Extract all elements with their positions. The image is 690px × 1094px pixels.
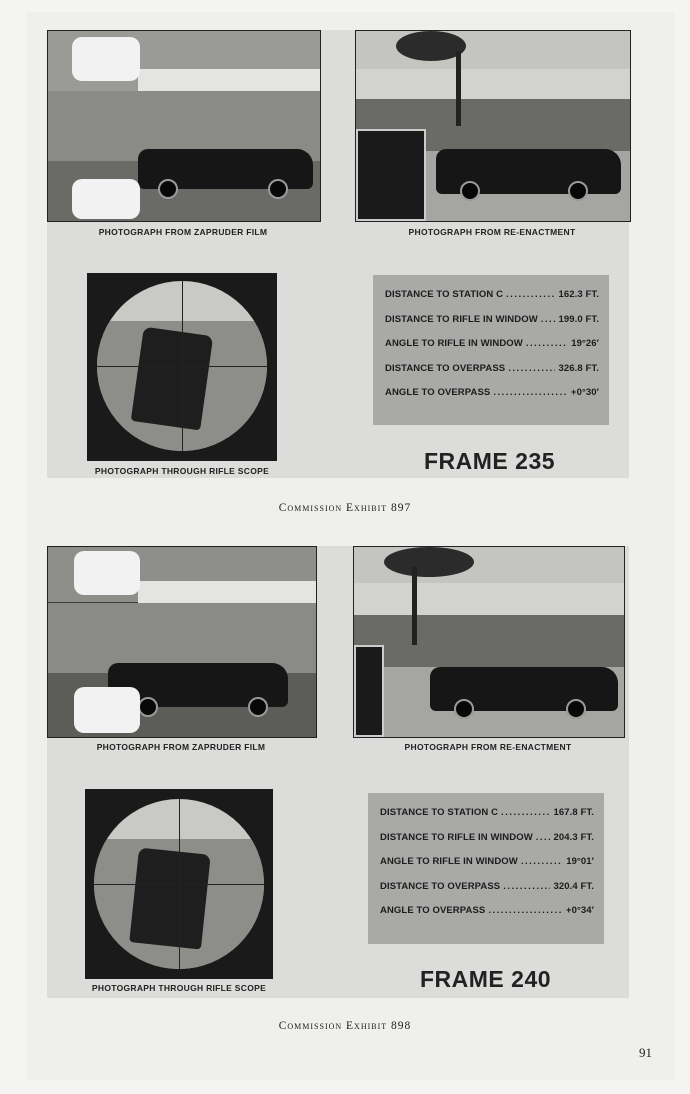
measurement-row: ANGLE TO RIFLE IN WINDOW ..... 19°01′ [380, 856, 594, 881]
film-sprocket-mark [72, 37, 140, 81]
reenactment-caption: PHOTOGRAPH FROM RE-ENACTMENT [408, 227, 576, 237]
reenactment-photo [353, 546, 625, 738]
page-number: 91 [639, 1045, 652, 1060]
rifle-scope-photo [87, 273, 277, 461]
measurement-row: DISTANCE TO OVERPASS ..... 320.4 FT. [380, 881, 594, 906]
zapruder-caption: PHOTOGRAPH FROM ZAPRUDER FILM [96, 742, 266, 752]
frame-title: FRAME 235 [424, 448, 556, 474]
measurement-row: DISTANCE TO STATION C ..... 167.8 FT. [380, 807, 594, 832]
measurement-row: DISTANCE TO STATION C ..... 162.3 FT. [385, 289, 599, 314]
scope-caption: PHOTOGRAPH THROUGH RIFLE SCOPE [91, 983, 267, 993]
scope-view [97, 281, 267, 451]
road-sign [356, 129, 426, 221]
exhibit-label: Commission Exhibit 898 [278, 1020, 412, 1032]
reticle-horizontal [94, 884, 264, 885]
exhibit-898-panel [47, 546, 629, 998]
reenactment-caption: PHOTOGRAPH FROM RE-ENACTMENT [404, 742, 572, 752]
film-sprocket-mark [72, 179, 140, 219]
reenactment-photo [355, 30, 631, 222]
measurement-row: DISTANCE TO RIFLE IN WINDOW ..... 199.0 FT. [385, 314, 599, 339]
measurement-row: DISTANCE TO RIFLE IN WINDOW ..... 204.3 FT. [380, 832, 594, 857]
measurements-box [373, 275, 609, 425]
zapruder-film-photo [47, 546, 317, 738]
rifle-scope-photo [85, 789, 273, 979]
measurement-row: ANGLE TO OVERPASS ..... +0°30′ [385, 387, 599, 412]
measurement-row: DISTANCE TO OVERPASS ..... 326.8 FT. [385, 363, 599, 388]
zapruder-film-photo [47, 30, 321, 222]
zapruder-caption: PHOTOGRAPH FROM ZAPRUDER FILM [98, 227, 268, 237]
exhibit-label: Commission Exhibit 897 [278, 502, 412, 514]
measurements-box [368, 793, 604, 944]
film-sprocket-mark [74, 551, 140, 595]
scope-caption: PHOTOGRAPH THROUGH RIFLE SCOPE [94, 466, 270, 476]
measurement-row: ANGLE TO RIFLE IN WINDOW ..... 19°26′ [385, 338, 599, 363]
film-sprocket-mark [74, 687, 140, 733]
measurement-row: ANGLE TO OVERPASS ..... +0°34′ [380, 905, 594, 930]
road-sign [354, 645, 384, 737]
frame-title: FRAME 240 [420, 966, 552, 992]
scope-view [94, 799, 264, 969]
exhibit-897-panel [47, 30, 629, 478]
reticle-horizontal [97, 366, 267, 367]
